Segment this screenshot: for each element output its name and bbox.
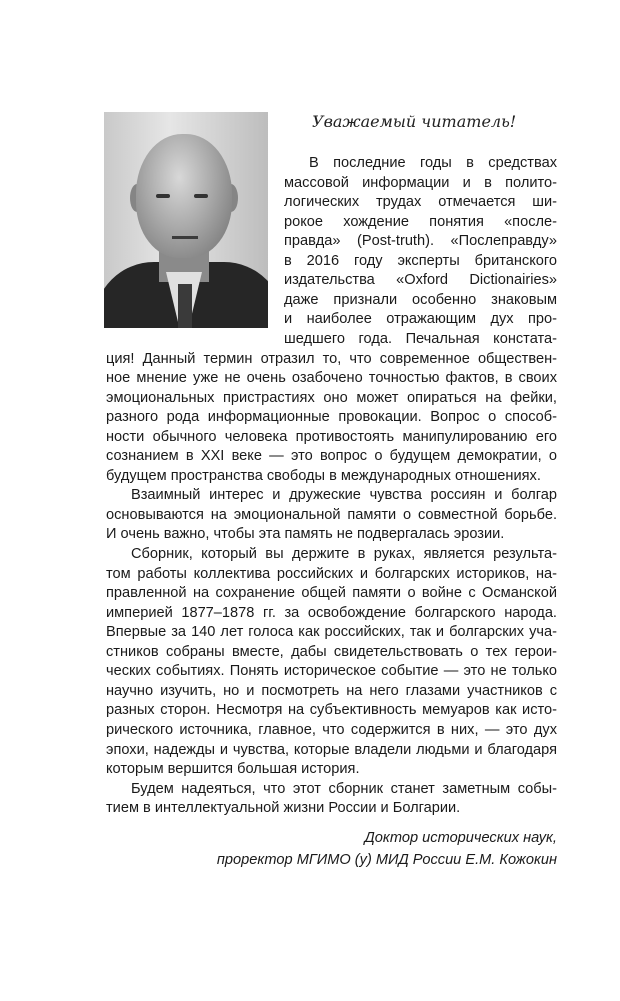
- text-line: ция! Данный термин отразил то, что современное обществен-: [106, 350, 557, 367]
- text-line: В последние годы в средствах: [309, 155, 557, 171]
- text-line: И очень важно, чтобы эта память не подвергалась эрозии.: [106, 526, 505, 543]
- portrait-head: [136, 134, 232, 258]
- text-line: Будем надеяться, что этот сборник станет заметным собы-: [131, 780, 557, 797]
- text-line: разных сторон. Несмотря на субъективность мемуаров как исто-: [106, 702, 557, 719]
- text-line: которым вершится большая история.: [106, 761, 360, 778]
- text-line: Взаимный интерес и дружеские чувства россиян и болгар: [131, 487, 557, 504]
- text-line: тием в интеллектуальной жизни России и Болгарии.: [106, 800, 461, 817]
- portrait-tie: [178, 284, 192, 328]
- text-line: издательства «Oxford Dictionairies»: [284, 272, 557, 289]
- text-line: научно изучить, но и посмотреть на него глазами участников с: [106, 682, 557, 699]
- text-line: шедшего года. Печальная констата-: [284, 330, 557, 347]
- text-line: Впервые за 140 лет голоса как российских, так и болгарских уча-: [106, 624, 557, 641]
- text-line: разного рода информационные провокации. Вопрос о способ-: [106, 409, 557, 426]
- portrait-eye: [194, 194, 208, 198]
- text-line: сознанием в XXI веке — это вопрос о будущем демократии, о: [106, 448, 557, 465]
- text-line: эмоциональных пристрастиях оно может опираться на фейки,: [106, 389, 557, 406]
- text-line: том работы коллектива российских и болгарских историков, на-: [106, 565, 557, 582]
- text-line: основываются на эмоциональной памяти о совместной борьбе.: [106, 506, 557, 523]
- text-line: ное мнение уже не очень озабочено точностью фактов, в своих: [106, 370, 557, 387]
- text-line: даже признали особенно знаковым: [284, 291, 557, 308]
- text-line: и наиболее отражающим дух про-: [284, 311, 557, 328]
- author-portrait-photo: [104, 112, 268, 328]
- signature-name: проректор МГИМО (у) МИД России Е.М. Кожокин: [216, 852, 557, 868]
- text-line: будущем пространства свободы в международных отношениях.: [106, 467, 541, 484]
- text-line: ческих событиях. Понять историческое событие — это не только: [106, 663, 557, 680]
- text-line: логических трудах отмечается ши-: [284, 194, 557, 211]
- text-line: империей 1877–1878 гг. за освобождение болгарского народа.: [106, 604, 557, 621]
- text-line: рического источника, главное, что содержится в них, — это дух: [106, 721, 557, 738]
- greeting-heading: Уважаемый читатель!: [312, 112, 517, 131]
- portrait-eye: [156, 194, 170, 198]
- signature-title: Доктор исторических наук,: [364, 830, 557, 846]
- portrait-mouth: [172, 236, 198, 239]
- text-line: стников собраны вместе, дабы свидетельствовать о тех герои-: [106, 643, 557, 660]
- text-line: рокое хождение понятия «после-: [284, 213, 557, 230]
- text-line: правленной на сохранение общей памяти о войне с Османской: [106, 585, 557, 602]
- text-line: эпохи, надежды и чувства, которые владели людьми и благодаря: [106, 741, 557, 758]
- text-line: правда» (Post-truth). «Послеправду»: [284, 233, 557, 250]
- text-line: массовой информации и в полито-: [284, 174, 557, 191]
- text-line: ности обычного человека противостоять манипулированию его: [106, 428, 557, 445]
- text-line: Сборник, который вы держите в руках, является результа-: [131, 546, 557, 562]
- text-line: в 2016 году эксперты британского: [284, 252, 557, 269]
